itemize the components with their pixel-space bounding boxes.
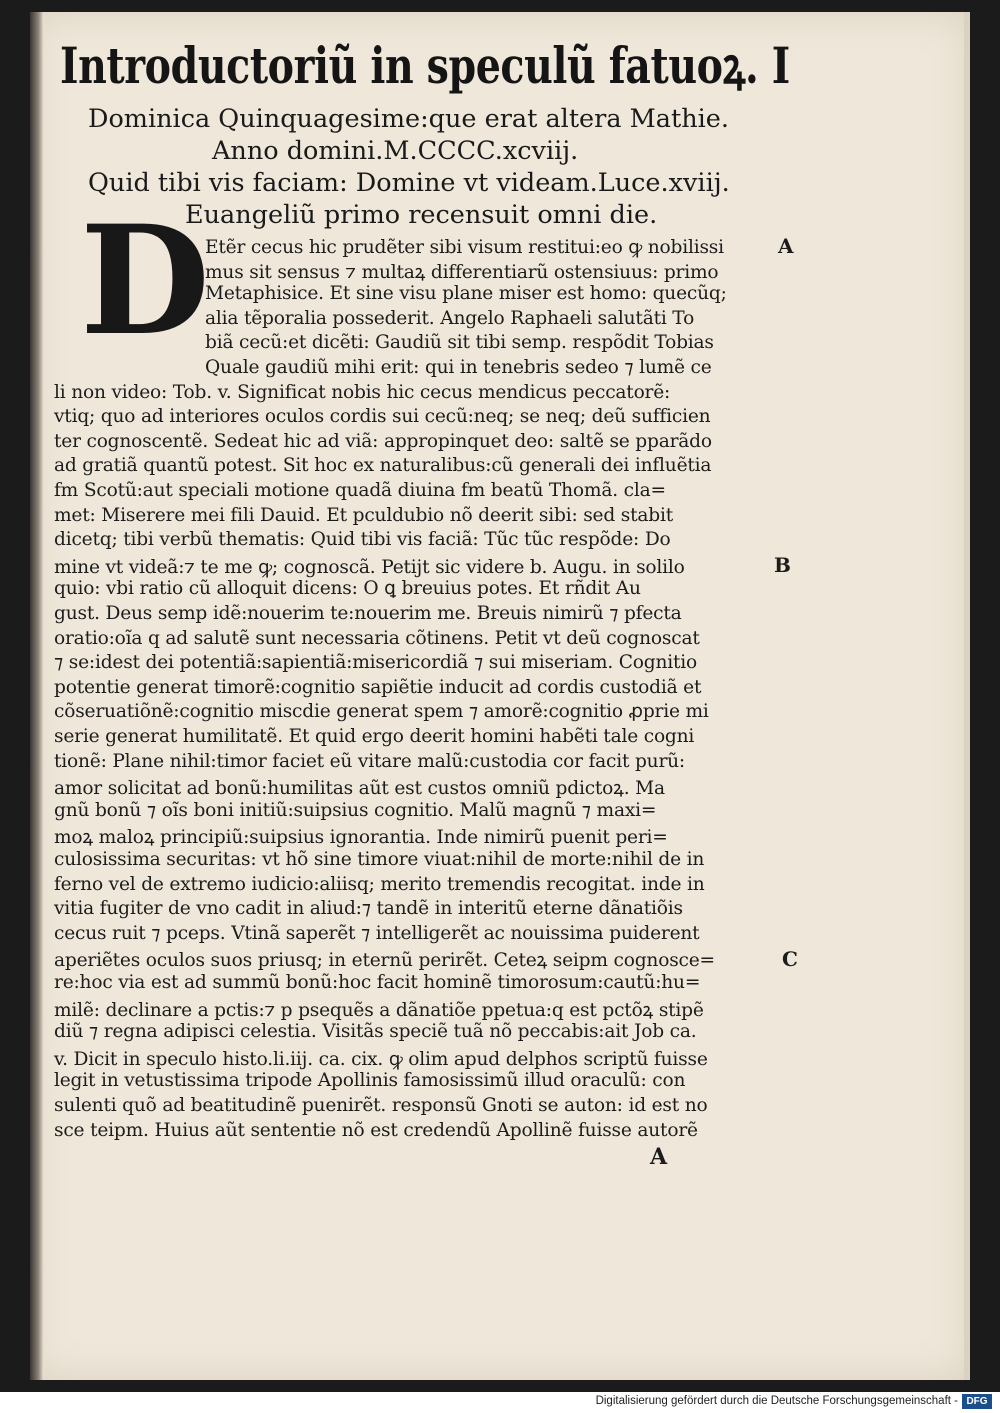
body-line: diũ ⁊ regna adipisci celestia. Visitãs speciẽ tuã nõ peccabis:ait Job ca. [54, 1021, 697, 1043]
footer-bar [0, 1392, 1000, 1413]
body-line: Etẽr cecus hic prudẽter sibi visum restitui:eo ꝙ nobilissi [205, 237, 724, 258]
body-line: oratio:oĩa q ad salutẽ sunt necessaria cõtinens. Petit vt deũ cognoscat [54, 627, 700, 649]
body-line: v. Dicit in speculo histo.li.iij. ca. cix. ꝙ olim apud delphos scriptũ fuisse [54, 1048, 708, 1070]
page-gutter [30, 12, 44, 1380]
decorated-initial [80, 193, 211, 369]
book-page [30, 12, 970, 1380]
body-line: Quale gaudiũ mihi erit: qui in tenebris sedeo ⁊ lumẽ ce [205, 357, 712, 378]
body-line: ter cognoscentẽ. Sedeat hic ad viã: appropinquet deo: saltẽ se pparãdo [54, 430, 712, 452]
body-line: potentie generat timorẽ:cognitio sapiẽtie inducit ad cordis custodiã et [54, 676, 702, 698]
margin-mark-b: B [774, 553, 791, 577]
body-line: Metaphisice. Et sine visu plane miser est homo: quecũq; [205, 283, 727, 305]
body-line: gnũ bonũ ⁊ oĩs boni initiũ:suipsius cognitio. Malũ magnũ ⁊ maxi= [54, 799, 657, 821]
body-line: serie generat humilitatẽ. Et quid ergo deerit homini habẽti tale cogni [54, 726, 695, 747]
page-heading: Introductoriũ in speculũ fatuoꝝ. I [60, 36, 790, 95]
body-line: vtiq; quo ad interiores oculos cordis sui cecũ:neq; se neq; deũ sufficien [54, 406, 711, 428]
body-line: cecus ruit ⁊ pceps. Vtinã saperẽt ⁊ intelligerẽt ac nouissima puiderent [54, 922, 700, 944]
footer-credit: Digitalisierung gefördert durch die Deutsche Forschungsgemeinschaft - [595, 1395, 958, 1407]
body-line: met: Miserere mei fili Dauid. Et pculdubio nõ deerit sibi: sed stabit [54, 504, 673, 526]
body-line: mus sit sensus ⁊ multaꝝ differentiarũ ostensiuus: primo [205, 261, 719, 283]
body-line: cõseruatiõnẽ:cognitio miscdie generat spem ⁊ amorẽ:cognitio ꝓprie mi [54, 701, 709, 723]
body-line: gust. Deus semp idẽ:nouerim te:nouerim me. Breuis nimirũ ⁊ pfecta [54, 603, 682, 624]
body-line: ferno vel de extremo iudicio:aliisq; merito tremendis recogitat. inde in [54, 873, 705, 895]
body-line: fm Scotũ:aut speciali motione quadã diuina fm beatũ Thomã. cla= [54, 480, 666, 501]
body-line: quio: vbi ratio cũ alloquit dicens: O ꝗ breuius potes. Et rñdit Au [54, 578, 641, 600]
body-line: milẽ: declinare a pctis:⁊ p psequẽs a dãnatiõe ppetua:q est pctõꝝ stipẽ [54, 999, 704, 1021]
body-line: re:hoc via est ad summũ bonũ:hoc facit hominẽ timorosum:cautũ:hu= [54, 972, 701, 993]
body-line: aperiẽtes oculos suos priusq; in eternũ perirẽt. Ceteꝝ seipm cognosce= [54, 950, 715, 972]
body-line: mine vt videã:⁊ te me ꝙ; cognoscã. Petijt sic videre b. Augu. in solilo [54, 556, 685, 578]
body-line: legit in vetustissima tripode Apollinis famosissimũ illud oraculũ: con [54, 1070, 686, 1092]
body-line: sce teipm. Huius aũt sententie nõ est credendũ Apollinẽ fuisse autorẽ [54, 1119, 698, 1141]
body-line: ⁊ se:idest dei potentiã:sapientiã:misericordiã ⁊ sui miseriam. Cognitio [54, 652, 698, 674]
body-line: ad gratiã quantũ potest. Sit hoc ex naturalibus:cũ generali dei influẽtia [54, 455, 712, 477]
body-line: dicetq; tibi verbũ thematis: Quid tibi vis faciã: Tũc tũc respõde: Do [54, 529, 671, 551]
margin-mark-c: C [782, 947, 798, 971]
body-line: tionẽ: Plane nihil:timor faciet eũ vitare malũ:custodia cor facit purũ: [54, 750, 685, 772]
subheading-line: Anno domini.M.CCCC.xcviij. [212, 136, 579, 166]
body-line: alia tẽporalia possederit. Angelo Raphaeli salutãti To [205, 307, 695, 329]
initial-letter: D [80, 193, 211, 369]
body-line: amor solicitat ad bonũ:humilitas aũt est custos omniũ pdictoꝝ. Ma [54, 778, 665, 800]
body-line: moꝝ maloꝝ principiũ:suipsius ignorantia. Inde nimirũ puenit peri= [54, 827, 668, 849]
page-edge [964, 12, 970, 1380]
subheading-line: Euangeliũ primo recensuit omni die. [185, 200, 658, 230]
body-line: vitia fugiter de vno cadit in aliud:⁊ tandẽ in interitũ eterne dãnatiõis [54, 898, 683, 920]
body-line: culosissima securitas: vt hõ sine timore viuat:nihil de morte:nihil de in [54, 849, 705, 870]
dfg-logo: DFG [962, 1394, 992, 1409]
signature-mark: A [650, 1144, 668, 1170]
body-line: li non video: Tob. v. Significat nobis hic cecus mendicus peccatorẽ: [54, 381, 671, 403]
body-line: sulenti quõ ad beatitudinẽ puenirẽt. responsũ Gnoti se auton: id est no [54, 1095, 708, 1116]
body-line: biã cecũ:et dicẽti: Gaudiũ sit tibi semp. respõdit Tobias [205, 332, 714, 354]
subheading-line: Dominica Quinquagesime:que erat altera Mathie. [88, 104, 729, 134]
margin-mark-a: A [778, 234, 794, 258]
subheading-line: Quid tibi vis faciam: Domine vt videam.Luce.xviij. [88, 168, 730, 198]
